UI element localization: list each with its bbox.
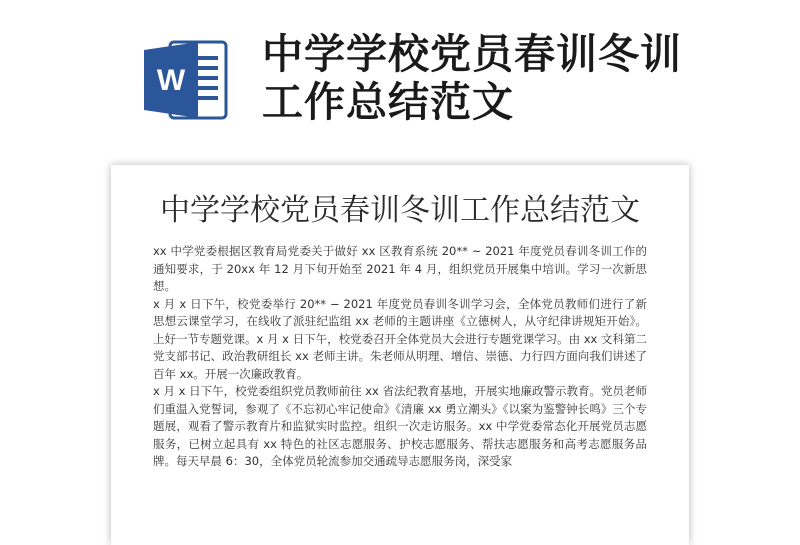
document-paragraph: x 月 x 日下午，校党委举行 20** − 2021 年度党员春训冬训学习会，全体党员教师们进行了新思想云课堂学习，在线收了派驻纪监组 xx 老师的主题讲座《立德树人，从守纪律讲规矩开始》。上好一节专题党课。x 月 x 日下午，校党委召开全体党员大会进行专题党课学习。由 xx 文科第二党支部书记、政治教研组长 xx 老师主讲。朱老师从明理、增信、崇德、力行四方面向我们讲述了百年 xx。开展一次廉政教育。 — [153, 296, 647, 381]
document-title: 中学学校党员春训冬训工作总结范文 — [160, 193, 640, 228]
header-banner — [0, 0, 800, 160]
page-title: 中学学校党员春训冬训工作总结范文 — [262, 30, 682, 126]
document-paragraph: xx 中学党委根据区教育局党委关于做好 xx 区教育系统 20** ~ 2021 年度党员春训冬训工作的通知要求，于 20xx 年 12 月下旬开始至 2021 年 4 月，组织党员开展集中培训。学习一次新思想。 — [153, 244, 647, 293]
word-icon-letter: W — [156, 64, 186, 97]
word-document-icon — [140, 32, 236, 128]
document-body — [111, 239, 689, 471]
document-paragraph: x 月 x 日下午，校党委组织党员教师前往 xx 省法纪教育基地，开展实地廉政警示教育。党员老师们重温入党誓词，参观了《不忘初心牢记使命》《清廉 xx 勇立潮头》《以案为鉴警钟长鸣》三个专题展，观看了警示教育片和监狱实时监控。组织一次走访服务。xx 中学党委常态化开展党员志愿服务，已树立起具有 xx 特色的社区志愿服务、护校志愿服务、帮扶志愿服务和高考志愿服务品牌。每天早晨 6：30，全体党员轮流参加交通疏导志愿服务岗，深受家 — [153, 384, 647, 468]
document-page — [111, 165, 689, 545]
